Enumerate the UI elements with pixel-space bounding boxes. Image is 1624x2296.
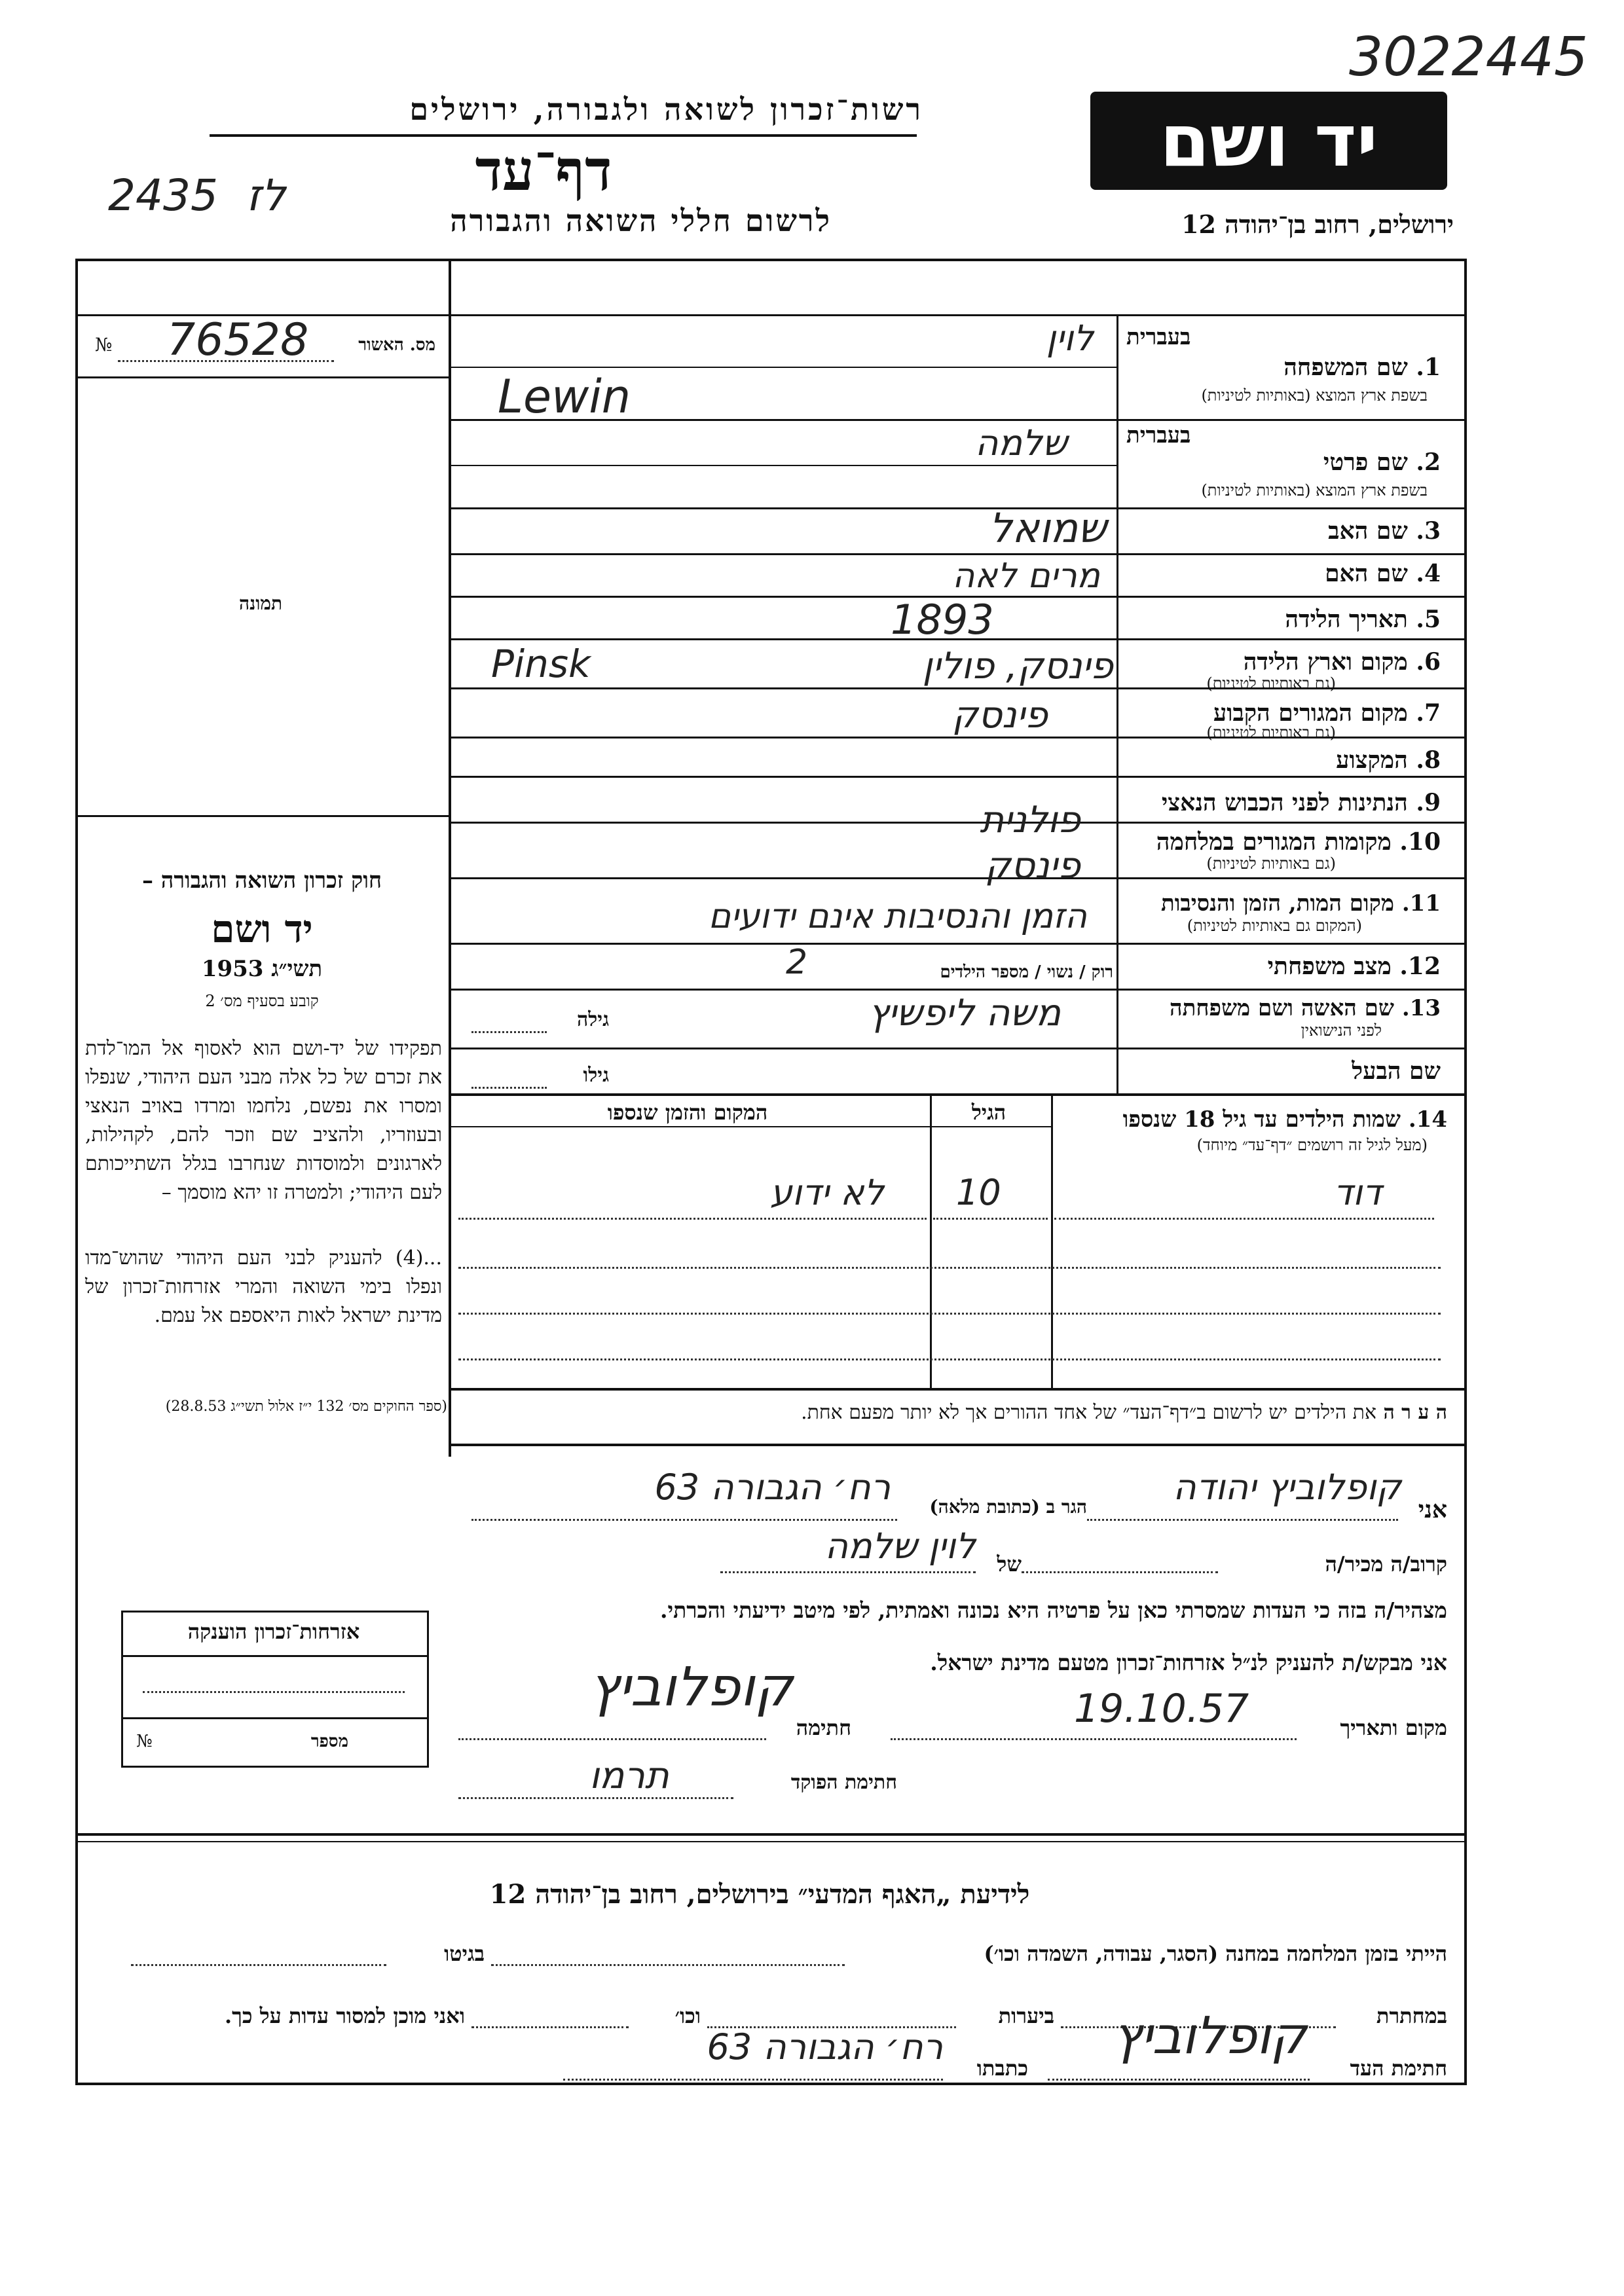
field-5-label-text: תאריך הלידה — [1285, 606, 1408, 633]
relative-name: לוין שלמה — [824, 1525, 976, 1567]
field-12-label — [1126, 953, 1441, 980]
declarant-signature: קופלוביץ — [589, 1656, 793, 1719]
law-title: חוק זכרון השואה והגבורה – — [141, 867, 382, 894]
note-label: ה ע ר ה — [1383, 1401, 1447, 1424]
field-11-num: 11. — [1401, 890, 1441, 917]
witness-signature-label: חתימת העד — [1350, 2056, 1447, 2081]
declaration-ani: אני — [1418, 1496, 1447, 1523]
field-10-num: 10. — [1399, 828, 1441, 856]
note — [458, 1401, 1447, 1424]
child-death-place: לא ידוע — [769, 1172, 884, 1213]
field-8-label-text: המקצוע — [1336, 746, 1408, 774]
field-9-label-text: הנתינות לפני הכבוש הנאצי — [1161, 789, 1408, 816]
declaration-relative: קרוב/ה מכיר/ה — [1325, 1552, 1447, 1576]
field-4-value: מרים לאה — [952, 556, 1100, 596]
field-13-label-text: שם האשה ושם משפחתה — [1170, 995, 1394, 1021]
field-2-sub: בשפת ארץ המוצא (באותיות לטיניות) — [1201, 481, 1428, 500]
officer-signature: תרמו — [589, 1755, 669, 1797]
citizenship-number-label: מספר — [310, 1732, 348, 1751]
children-label-text: שמות הילדים עד גיל 18 שנספו — [1122, 1106, 1401, 1133]
field-7-label — [1126, 699, 1441, 727]
field-9-label — [1120, 789, 1441, 816]
children-col-place: המקום והזמן שנספו — [607, 1100, 768, 1125]
field-1-label — [1126, 354, 1441, 381]
witness-signature: קופלוביץ — [1113, 2007, 1307, 2066]
officer-label: חתימת הפוקד — [790, 1771, 897, 1794]
field-6-value-latin: Pinsk — [491, 642, 591, 686]
footer-partisans: במחתרת — [1376, 2003, 1447, 2028]
field-2-label — [1126, 448, 1441, 476]
field-3-label-text: שם האב — [1328, 517, 1408, 545]
field-4-label-text: שם האם — [1325, 560, 1408, 587]
children-col-age: הגיל — [971, 1100, 1006, 1125]
law-clause: קובע בסעיף מס׳ 2 — [205, 992, 319, 1010]
declaration-resides: הגר ב (כתובת מלאה) — [929, 1496, 1087, 1518]
field-1-sub: בשפת ארץ המוצא (באותיות לטיניות) — [1201, 386, 1428, 405]
law-reference: (ספר החוקים מס׳ 132 י״ז אלול תשי״ג 28.8.53) — [165, 1398, 447, 1415]
field-12-value: 2 — [786, 943, 808, 982]
note-text: את הילדים יש לרשום ב״דף־העד״ של אחד ההורים אך לא יותר מפעם אחת. — [801, 1401, 1376, 1424]
archive-stamp-number: 3022445 — [1349, 26, 1589, 88]
place-date-value: 19.10.57 — [1074, 1686, 1249, 1732]
law-text-2: ...(4) להעניק לבני העם היהודי שהוש־מדו ונפלו בימי השואה והמרי אזרחות־זכרון של מדינת ישראל לאות היאספם אל עמם. — [85, 1247, 442, 1327]
law-text-1: תפקידו של יד-ושם הוא לאסוף אל המו־לדת את זכרם של כל אלה מבני העם היהודי, שנפלו ומסרו את נפשם, נלחמו ומרדו באויב הנאצי ובעוזריו, ולהציב שם וזכר להם, לקהילות, לארגונים ולמוסדות שנחרבו בגלל השתייכותם לעם היהודי; ולמטרה זו יהא מוסמך – — [85, 1037, 442, 1204]
field-9-value: פולנית — [980, 799, 1080, 841]
field-10-label — [1126, 828, 1441, 856]
field-13-age-label: גילה — [576, 1008, 609, 1031]
footer-ghetto: בגיטו — [444, 1941, 485, 1966]
footer-camp-line: הייתי בזמן המלחמה במחנה (הסגר, עבודה, השמדה וכו׳) — [984, 1941, 1447, 1966]
declaration-of: של — [997, 1552, 1022, 1576]
field-13-label — [1120, 995, 1441, 1021]
footer-etc: וכו׳ — [674, 2003, 701, 2028]
yad-vashem-logo — [1090, 92, 1447, 190]
citizenship-box — [121, 1611, 429, 1768]
approval-number-value: 76528 — [167, 314, 309, 366]
children-num: 14. — [1408, 1106, 1447, 1133]
law-year: תשי״ג 1953 — [201, 956, 323, 982]
field-1-value-heb: לוין — [1046, 318, 1094, 359]
child-age: 10 — [956, 1172, 1001, 1213]
field-6-label-text: מקום וארץ הלידה — [1243, 648, 1408, 676]
field-3-label — [1126, 517, 1441, 545]
place-date-label: מקום ותאריך — [1340, 1715, 1447, 1740]
witness-address: רח׳ הגבורה 63 — [707, 2026, 943, 2068]
field-2-num: 2. — [1416, 448, 1441, 476]
field-10-label-text: מקומות המגורים במלחמה — [1156, 828, 1392, 856]
children-label — [1061, 1106, 1447, 1133]
footer-forests: ביערות — [998, 2003, 1054, 2028]
field-11-label — [1126, 890, 1441, 917]
field-11-sub: (המקום גם באותיות לטיניות) — [1187, 917, 1362, 935]
field-8-num: 8. — [1416, 746, 1441, 774]
file-number-value: 2435 — [108, 170, 218, 221]
field-10-sub: (גם באותיות לטיניות) — [1206, 854, 1336, 873]
husband-age-label: גילו — [583, 1064, 609, 1087]
field-12-num: 12. — [1399, 953, 1441, 980]
field-12-label-text: מצב משפחתי — [1267, 953, 1392, 980]
authority-name: רשות־זכרון לשואה ולגבורה, ירושלים — [409, 92, 923, 127]
photo-label: תמונה — [239, 592, 283, 614]
law-name: יד ושם — [211, 907, 313, 951]
field-2-value-heb: שלמה — [975, 422, 1067, 464]
field-11-label-text: מקום המות, הזמן והנסיבות — [1160, 890, 1394, 917]
document-title: דף־עד — [475, 137, 612, 204]
field-3-num: 3. — [1416, 517, 1441, 545]
field-5-label — [1126, 606, 1441, 633]
child-name: דוד — [1333, 1172, 1382, 1213]
field-1-heb-tag: בעברית — [1126, 324, 1191, 350]
children-sub: (מעל לגיל זה רושמים ״דף־עד״ מיוחד) — [1196, 1136, 1428, 1154]
witness-address-label: כתבתו — [976, 2056, 1028, 2081]
field-6-label — [1126, 648, 1441, 676]
field-1-num: 1. — [1416, 354, 1441, 381]
field-7-num: 7. — [1416, 699, 1441, 727]
field-11-value: הזמן והנסיבות אינם ידועים — [708, 897, 1087, 936]
field-3-value: שמואל — [989, 504, 1107, 552]
field-12-inline: רוק / נשוי / מספר הילדים — [940, 962, 1113, 982]
field-9-num: 9. — [1416, 789, 1441, 816]
husband-label: שם הבעל — [1352, 1057, 1441, 1085]
field-6-num: 6. — [1416, 648, 1441, 676]
declarant-address: רח׳ הגבורה 63 — [654, 1467, 891, 1508]
field-2-label-text: שם פרטי — [1323, 448, 1408, 476]
address: ירושלים, רחוב בן־יהודה 12 — [1181, 210, 1454, 239]
footer-title: לידיעת „האגף המדעי״ בירושלים, רחוב בן־יהודה 12 — [489, 1879, 1030, 1910]
field-7-sub: (גם באותיות לטיניות) — [1206, 723, 1336, 742]
signature-label: חתימה — [796, 1715, 851, 1740]
field-7-label-text: מקום המגורים הקבוע — [1213, 699, 1408, 727]
field-1-label-text: שם המשפחה — [1283, 354, 1408, 381]
field-6-value: פינסק, פולין — [922, 645, 1113, 687]
document-subtitle: לרשום חללי השואה והגבורה — [450, 203, 832, 238]
file-mark: לז — [246, 170, 286, 221]
field-13-sub: לפני הנישואין — [1301, 1021, 1382, 1040]
field-5-num: 5. — [1416, 606, 1441, 633]
field-4-label — [1126, 560, 1441, 587]
field-13-value: משה ליפשיץ — [868, 992, 1061, 1034]
footer-ready: ואני מוכן למסור עדות על כך. — [224, 2003, 465, 2028]
declaration-request: אני מבקש/ת להעניק לנ״ל אזרחות־זכרון מטעם מדינת ישראל. — [930, 1650, 1447, 1675]
approval-label: מס. האשור — [358, 335, 435, 355]
field-10-value: פינסק — [985, 845, 1080, 887]
field-2-heb-tag: בעברית — [1126, 422, 1191, 448]
field-6-sub: (גם באותיות לטיניות) — [1206, 674, 1336, 693]
citizenship-title: אזרחות־זכרון הוענקה — [187, 1619, 360, 1644]
logo-text: יד ושם — [1159, 99, 1378, 183]
field-1-value-latin: Lewin — [498, 370, 631, 424]
field-8-label — [1126, 746, 1441, 774]
file-number — [108, 170, 286, 221]
citizenship-number-sign: № — [136, 1732, 153, 1751]
approval-no-sign: № — [95, 334, 113, 355]
field-5-value: 1893 — [891, 596, 994, 644]
declarant-name: קופלוביץ יהודה — [1173, 1467, 1401, 1508]
declaration-statement: מצהיר/ה בזה כי העדות שמסרתי כאן על פרטיה היא נכונה ואמתית, לפי מיטב ידיעתי והכרתי. — [660, 1597, 1447, 1623]
field-7-value: פינסק — [952, 694, 1048, 737]
field-13-num: 13. — [1401, 995, 1441, 1021]
field-4-num: 4. — [1416, 560, 1441, 587]
